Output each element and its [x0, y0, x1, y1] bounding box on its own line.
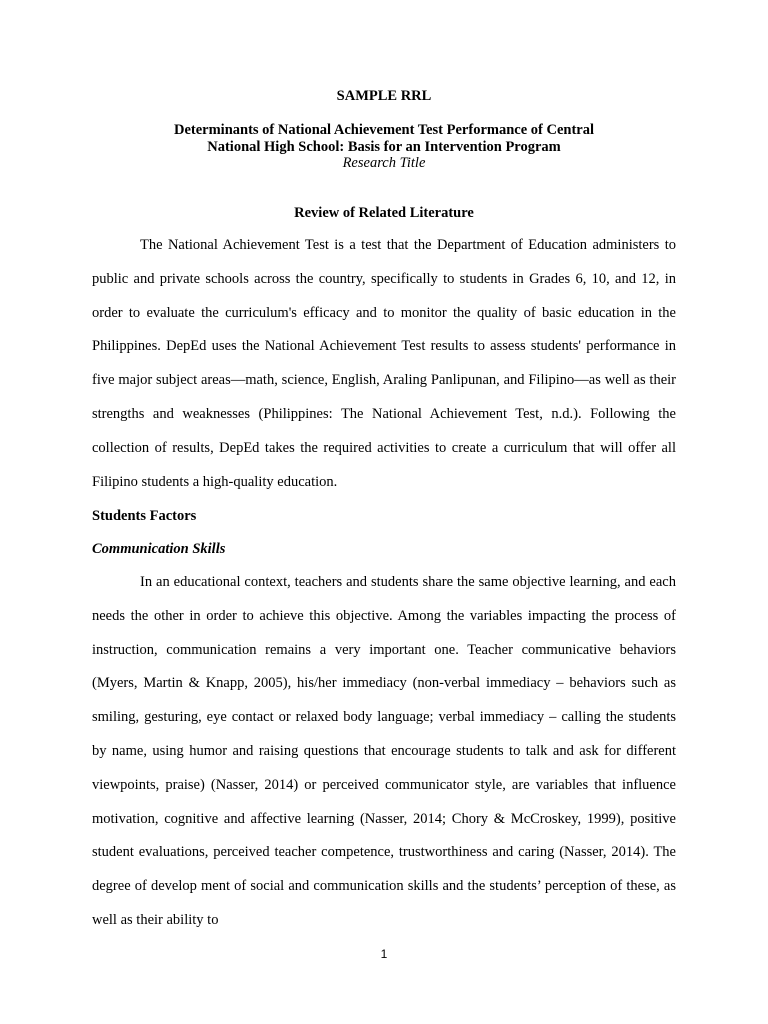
body-paragraph-2: In an educational context, teachers and students share the same objective learning, and each needs the other in order to achieve this objective. Among the variables impacting the process of instruction, communication remains a very important one. Teacher communicative behaviors (Myers, Martin & Knapp, 2005), his/her immediacy (non-verbal immediacy – behaviors such as smiling, gesturing, eye contact or relaxed body language; verbal immediacy – calling the students by name, using humor and raising questions that encourage students to talk and ask for different viewpoints, praise) (Nasser, 2014) or perceived communicator style, are variables that influence motivation, cognitive and affective learning (Nasser, 2014; Chory & McCroskey, 1999), positive student evaluations, perceived teacher competence, trustworthiness and caring (Nasser, 2014). The degree of develop ment of social and communication skills and the students’ perception of these, as well as their ability to: [92, 574, 676, 928]
subheading-students-factors: Students Factors: [92, 508, 197, 524]
research-title-caption: Research Title: [342, 155, 426, 171]
subsubheading-communication-skills: Communication Skills: [92, 541, 226, 557]
section-heading: Review of Related Literature: [294, 205, 474, 221]
body-paragraph-1: The National Achievement Test is a test that the Department of Education administers to public and private schools across the country, specifically to students in Grades 6, 10, and 12, in order to evaluate the curriculum's efficacy and to monitor the quality of basic education in the Philippines. DepEd uses the National Achievement Test results to assess students' performance in five major subject areas—math, science, English, Araling Panlipunan, and Filipino—as well as their strengths and weaknesses (Philippines: The National Achievement Test, n.d.). Following the collection of results, DepEd takes the required activities to create a curriculum that will offer all Filipino students a high-quality education.: [92, 237, 676, 490]
research-title-line-1: Determinants of National Achievement Test Performance of Central: [173, 122, 594, 138]
page-number: 1: [380, 947, 388, 961]
research-title-line-2: National High School: Basis for an Intervention Program: [207, 139, 561, 155]
document-header: SAMPLE RRL: [336, 88, 432, 104]
